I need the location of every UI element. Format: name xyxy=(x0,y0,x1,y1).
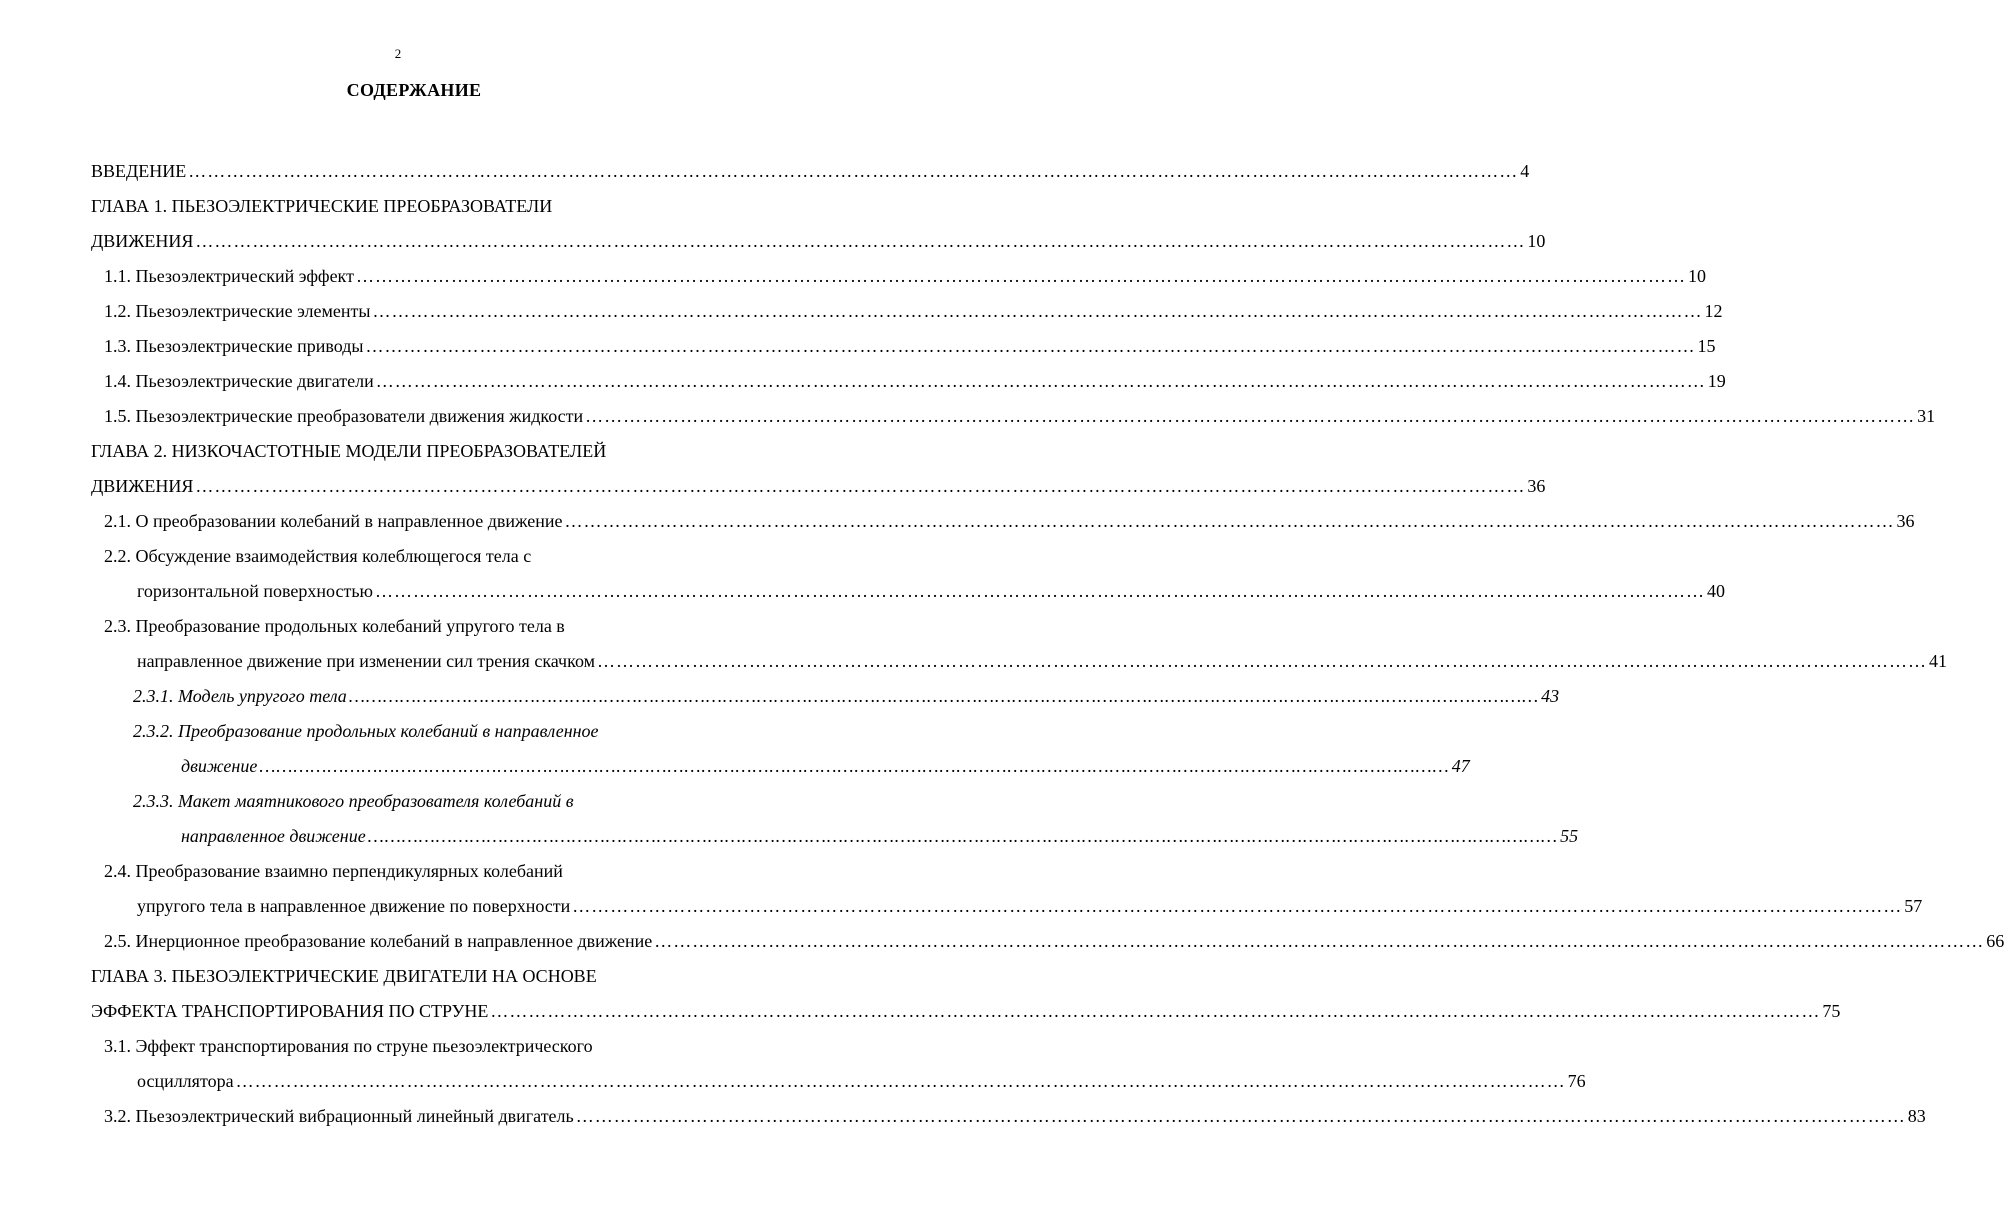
toc-entry-text: 3.1. Эффект транспортирования по струне пьезоэлектрического xyxy=(104,1036,593,1056)
toc-entry-page: 41 xyxy=(1929,651,1947,671)
toc-entry-text: 1.1. Пьезоэлектрический эффект xyxy=(104,266,354,286)
toc-entry-page: 12 xyxy=(1704,301,1723,321)
toc-entry-2-3-cont: направленное движение при изменении сил трения скачком ………………………………………………………………………………………………………………………………………………………………………………………… 41 xyxy=(0,644,796,679)
toc-entry-3-1-cont: осциллятора ………………………………………………………………………………………………………………………………………………………………………………………… 76 xyxy=(0,1064,796,1099)
toc-entry-chapter-1 xyxy=(0,189,796,224)
toc-entry-2-3-3-cont: направленное движение ………………………………………………………………………………………………………………………………………………………………………………………… 55 xyxy=(0,819,796,854)
toc-entry-page: 19 xyxy=(1707,371,1726,391)
toc-entry-text: 2.3.2. Преобразование продольных колебаний в направленное xyxy=(133,721,599,741)
toc-entry-3-2: 3.2. Пьезоэлектрический вибрационный линейный двигатель ………………………………………………………………………………………………………………………………………………………………………………………… 83 xyxy=(0,1099,796,1134)
toc-entry-text: ГЛАВА 3. ПЬЕЗОЭЛЕКТРИЧЕСКИЕ ДВИГАТЕЛИ НА ОСНОВЕ xyxy=(91,966,597,986)
toc-entry-text: упругого тела в направленное движение по поверхности xyxy=(137,896,571,916)
toc-entry-2-4 xyxy=(0,854,796,889)
page-title: СОДЕРЖАНИЕ xyxy=(346,80,482,100)
toc-entry-introduction: ВВЕДЕНИЕ ………………………………………………………………………………………………………………………………………………………………………………………… 4 xyxy=(0,154,796,189)
toc-entry-2-2-cont: горизонтальной поверхностью ………………………………………………………………………………………………………………………………………………………………………………………… 40 xyxy=(0,574,796,609)
toc-entry-page: 43 xyxy=(1541,686,1560,706)
toc-entry-chapter-2-cont: ДВИЖЕНИЯ ………………………………………………………………………………………………………………………………………………………………………………………… 36 xyxy=(0,469,796,504)
toc-entry-page: 10 xyxy=(1687,266,1706,286)
toc-entry-page: 4 xyxy=(1520,161,1530,181)
toc-entry-text: 1.4. Пьезоэлектрические двигатели xyxy=(104,371,374,391)
toc-entry-text: 2.3. Преобразование продольных колебаний упругого тела в xyxy=(104,616,565,636)
toc-entry-1-2: 1.2. Пьезоэлектрические элементы ………………………………………………………………………………………………………………………………………………………………………………………… 12 xyxy=(0,294,796,329)
toc-entry-2-4-cont: упругого тела в направленное движение по поверхности ………………………………………………………………………………………………………………………………………………………………………………………… 57 xyxy=(0,889,796,924)
toc-entry-text: ВВЕДЕНИЕ xyxy=(91,161,187,181)
toc-entry-text: горизонтальной поверхностью xyxy=(137,581,374,601)
toc-entry-chapter-1-cont: ДВИЖЕНИЯ ………………………………………………………………………………………………………………………………………………………………………………………… 10 xyxy=(0,224,796,259)
toc-entry-1-5: 1.5. Пьезоэлектрические преобразователи движения жидкости ………………………………………………………………………………………………………………………………………………………………………………………… 31 xyxy=(0,399,796,434)
toc-entry-text: ЭФФЕКТА ТРАНСПОРТИРОВАНИЯ ПО СТРУНЕ xyxy=(91,1001,489,1021)
toc-entry-chapter-2 xyxy=(0,434,796,469)
toc-entry-text: ДВИЖЕНИЯ xyxy=(91,476,194,496)
toc-entry-text: ДВИЖЕНИЯ xyxy=(91,231,194,251)
toc-entry-page: 75 xyxy=(1822,1001,1841,1021)
toc-entry-text: 1.5. Пьезоэлектрические преобразователи движения жидкости xyxy=(104,406,584,426)
toc-entry-2-3-3 xyxy=(0,784,796,819)
toc-entry-text: движение xyxy=(181,756,258,776)
toc-entry-text: 2.3.1. Модель упругого тела xyxy=(133,686,347,706)
toc-entry-page: 36 xyxy=(1527,476,1546,496)
toc-entry-text: осциллятора xyxy=(137,1071,234,1091)
toc-entry-page: 40 xyxy=(1707,581,1726,601)
toc-entry-text: 3.2. Пьезоэлектрический вибрационный линейный двигатель xyxy=(104,1106,574,1126)
toc-entry-2-3-2 xyxy=(0,714,796,749)
toc-entry-text: направленное движение при изменении сил трения скачком xyxy=(137,651,595,671)
toc-entry-text: ГЛАВА 1. ПЬЕЗОЭЛЕКТРИЧЕСКИЕ ПРЕОБРАЗОВАТЕЛИ xyxy=(91,196,553,216)
toc-entry-page: 10 xyxy=(1527,231,1546,251)
toc-entry-text: 1.2. Пьезоэлектрические элементы xyxy=(104,301,371,321)
toc-entry-page: 55 xyxy=(1560,826,1579,846)
toc-entry-2-3-1: 2.3.1. Модель упругого тела ………………………………………………………………………………………………………………………………………………………………………………………… 43 xyxy=(0,679,796,714)
toc-entry-text: 1.3. Пьезоэлектрические приводы xyxy=(104,336,364,356)
toc-entry-1-3: 1.3. Пьезоэлектрические приводы ………………………………………………………………………………………………………………………………………………………………………………………… 15 xyxy=(0,329,796,364)
toc-entry-page: 31 xyxy=(1917,406,1936,426)
toc-entry-page: 15 xyxy=(1697,336,1716,356)
toc-entry-2-1: 2.1. О преобразовании колебаний в направленное движение ………………………………………………………………………………………………………………………………………………………………………………………… 36 xyxy=(0,504,796,539)
table-of-contents xyxy=(0,154,2004,1134)
toc-entry-1-4: 1.4. Пьезоэлектрические двигатели ………………………………………………………………………………………………………………………………………………………………………………………… 19 xyxy=(0,364,796,399)
toc-entry-text: направленное движение xyxy=(181,826,366,846)
toc-entry-3-1 xyxy=(0,1029,796,1064)
page-number: 2 xyxy=(394,46,402,61)
toc-entry-chapter-3-cont: ЭФФЕКТА ТРАНСПОРТИРОВАНИЯ ПО СТРУНЕ ………………………………………………………………………………………………………………………………………………………………………………………… 75 xyxy=(0,994,796,1029)
toc-entry-page: 76 xyxy=(1567,1071,1586,1091)
toc-entry-2-2 xyxy=(0,539,796,574)
toc-entry-text: 2.1. О преобразовании колебаний в направленное движение xyxy=(104,511,563,531)
toc-entry-text: 2.5. Инерционное преобразование колебаний в направленное движение xyxy=(104,931,653,951)
toc-entry-2-3 xyxy=(0,609,796,644)
toc-entry-page: 47 xyxy=(1451,756,1470,776)
toc-entry-page: 36 xyxy=(1896,511,1915,531)
toc-entry-2-5: 2.5. Инерционное преобразование колебаний в направленное движение ………………………………………………………………………………………………………………………………………………………………………………………… 66 xyxy=(0,924,796,959)
toc-entry-2-3-2-cont: движение ………………………………………………………………………………………………………………………………………………………………………………………… 47 xyxy=(0,749,796,784)
toc-entry-text: ГЛАВА 2. НИЗКОЧАСТОТНЫЕ МОДЕЛИ ПРЕОБРАЗОВАТЕЛЕЙ xyxy=(91,441,607,461)
toc-entry-page: 66 xyxy=(1986,931,2004,951)
toc-entry-text: 2.3.3. Макет маятникового преобразователя колебаний в xyxy=(133,791,574,811)
toc-entry-page: 57 xyxy=(1904,896,1923,916)
toc-entry-text: 2.2. Обсуждение взаимодействия колеблющегося тела с xyxy=(104,546,532,566)
toc-entry-chapter-3 xyxy=(0,959,796,994)
toc-entry-1-1: 1.1. Пьезоэлектрический эффект ………………………………………………………………………………………………………………………………………………………………………………………… 10 xyxy=(0,259,796,294)
toc-entry-page: 83 xyxy=(1907,1106,1926,1126)
toc-entry-text: 2.4. Преобразование взаимно перпендикулярных колебаний xyxy=(104,861,563,881)
